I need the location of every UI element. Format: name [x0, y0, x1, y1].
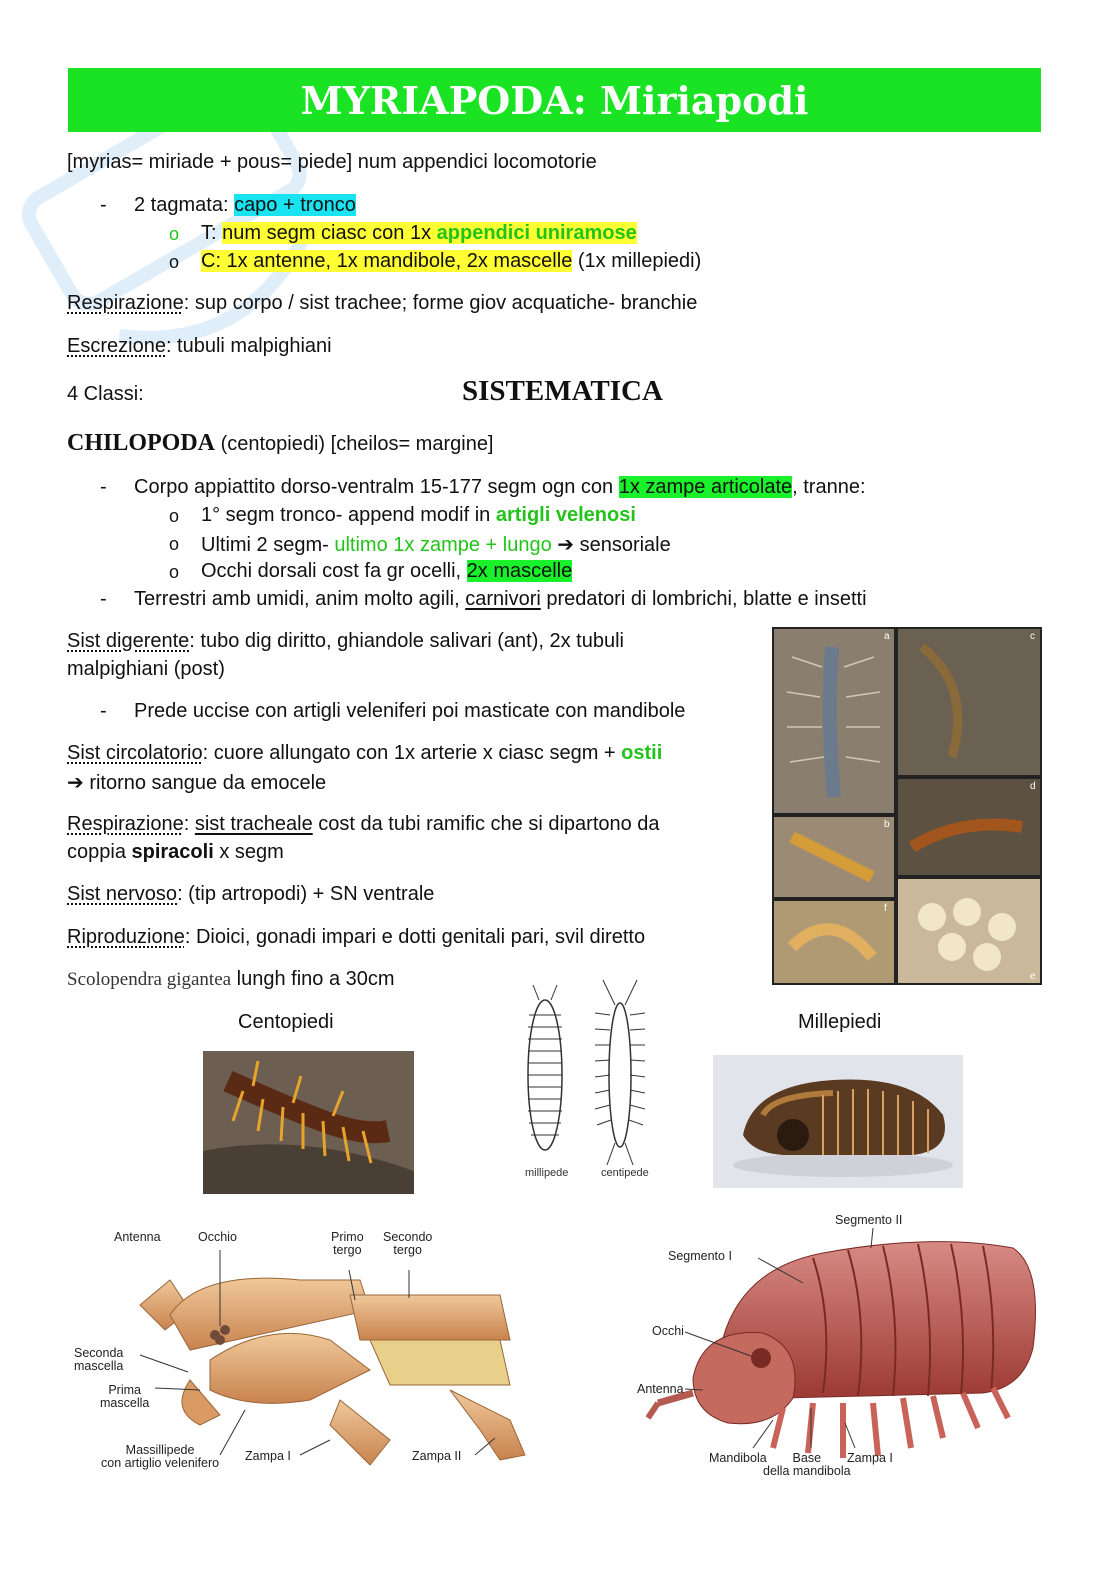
- circolatorio-line-2: ➔ ritorno sangue da emocele: [67, 772, 327, 794]
- tronco-line: T: num segm ciasc con 1x appendici uniramose: [201, 222, 637, 244]
- page-title: MYRIAPODA: Miriapodi: [300, 77, 809, 123]
- photo-letter-a: a: [884, 631, 890, 642]
- label-zampa-2: Zampa II: [412, 1449, 462, 1463]
- title-banner: [68, 68, 1041, 132]
- circle-bullet-icon: o: [169, 562, 180, 582]
- prede-line: Prede uccise con artigli veleniferi poi masticate con mandibole: [134, 700, 686, 722]
- dash-bullet: -: [100, 700, 107, 722]
- photo-letter-f: f: [884, 903, 887, 914]
- capo-line: C: 1x antenne, 1x mandibole, 2x mascelle (1x millepiedi): [201, 250, 702, 272]
- label-zampa-1: Zampa I: [847, 1451, 893, 1465]
- centipede-caption: centipede: [601, 1167, 649, 1179]
- label-secondo-tergo: Secondo tergo: [383, 1230, 433, 1257]
- centipede-photo: [203, 1051, 414, 1194]
- label-segmento-1: Segmento I: [668, 1249, 732, 1263]
- label-antenna: Antenna: [114, 1230, 161, 1244]
- millipede-anatomy-diagram: [633, 1208, 1043, 1492]
- millipede-caption: millipede: [525, 1167, 569, 1179]
- label-base-mandibola: Base della mandibola: [763, 1451, 851, 1478]
- classes-label: 4 Classi:: [67, 383, 144, 405]
- label-occhi: Occhi: [652, 1324, 684, 1338]
- dash-bullet: -: [100, 194, 107, 216]
- centipede-photo-grid: [772, 627, 1042, 985]
- label-occhio: Occhio: [198, 1230, 237, 1244]
- millipede-photo: [713, 1055, 963, 1188]
- chilopoda-heading: CHILOPODA (centopiedi) [cheilos= margine]: [67, 430, 494, 456]
- photo-letter-b: b: [884, 819, 890, 830]
- label-seconda-mascella: Seconda mascella: [74, 1346, 124, 1373]
- photo-letter-c: c: [1030, 631, 1035, 642]
- label-prima-mascella: Prima mascella: [100, 1383, 150, 1410]
- section-heading: SISTEMATICA: [462, 375, 663, 407]
- respirazione2-line-2: coppia spiracoli x segm: [67, 841, 284, 863]
- circle-bullet-icon: o: [169, 506, 180, 526]
- riproduzione-line: Riproduzione: Dioici, gonadi impari e dotti genitali pari, svil diretto: [67, 926, 646, 948]
- circle-bullet-icon: o: [169, 224, 180, 244]
- label-centopiedi: Centopiedi: [238, 1011, 334, 1033]
- digerente-line-1: Sist digerente: tubo dig diritto, ghiandole salivari (ant), 2x tubuli: [67, 630, 624, 652]
- digerente-line-2: malpighiani (post): [67, 658, 225, 680]
- corpo-line: Corpo appiattito dorso-ventralm 15-177 segm ogn con 1x zampe articolate, tranne:: [134, 476, 866, 498]
- sub-item-2: Ultimi 2 segm- ultimo 1x zampe + lungo ➔ sensoriale: [201, 534, 671, 556]
- escrezione-line: Escrezione: tubuli malpighiani: [67, 335, 332, 357]
- dash-bullet: -: [100, 588, 107, 610]
- sub-item-1: 1° segm tronco- append modif in artigli velenosi: [201, 504, 636, 526]
- photo-letter-e: e: [1030, 971, 1036, 982]
- circle-bullet-icon: o: [169, 534, 180, 554]
- respirazione-line: Respirazione: sup corpo / sist trachee; forme giov acquatiche- branchie: [67, 292, 698, 314]
- label-primo-tergo: Primo tergo: [331, 1230, 364, 1257]
- label-millepiedi: Millepiedi: [798, 1011, 882, 1033]
- dash-bullet: -: [100, 476, 107, 498]
- centipede-anatomy-diagram: [70, 1210, 537, 1486]
- sub-item-3: Occhi dorsali cost fa gr ocelli, 2x mascelle: [201, 560, 573, 582]
- label-segmento-2: Segmento II: [835, 1213, 903, 1227]
- tagmata-line: 2 tagmata: capo + tronco: [134, 194, 356, 216]
- scolopendra-line: Scolopendra gigantea lungh fino a 30cm: [67, 968, 395, 990]
- millipede-centipede-diagram: [515, 975, 685, 1185]
- nervoso-line: Sist nervoso: (tip artropodi) + SN ventrale: [67, 883, 435, 905]
- respirazione2-line-1: Respirazione: sist tracheale cost da tubi ramific che si dipartono da: [67, 813, 660, 835]
- circolatorio-line-1: Sist circolatorio: cuore allungato con 1x arterie x ciasc segm + ostii: [67, 742, 663, 764]
- circle-bullet-icon: o: [169, 252, 180, 272]
- label-mandibola: Mandibola: [709, 1451, 767, 1465]
- terrestri-line: Terrestri amb umidi, anim molto agili, carnivori predatori di lombrichi, blatte e insetti: [134, 588, 867, 610]
- photo-letter-d: d: [1030, 781, 1036, 792]
- label-zampa-1: Zampa I: [245, 1449, 291, 1463]
- etymology: [myrias= miriade + pous= piede] num appendici locomotorie: [67, 151, 597, 173]
- label-massillipede: Massillipede con artiglio velenifero: [101, 1443, 220, 1470]
- label-antenna: Antenna: [637, 1382, 684, 1396]
